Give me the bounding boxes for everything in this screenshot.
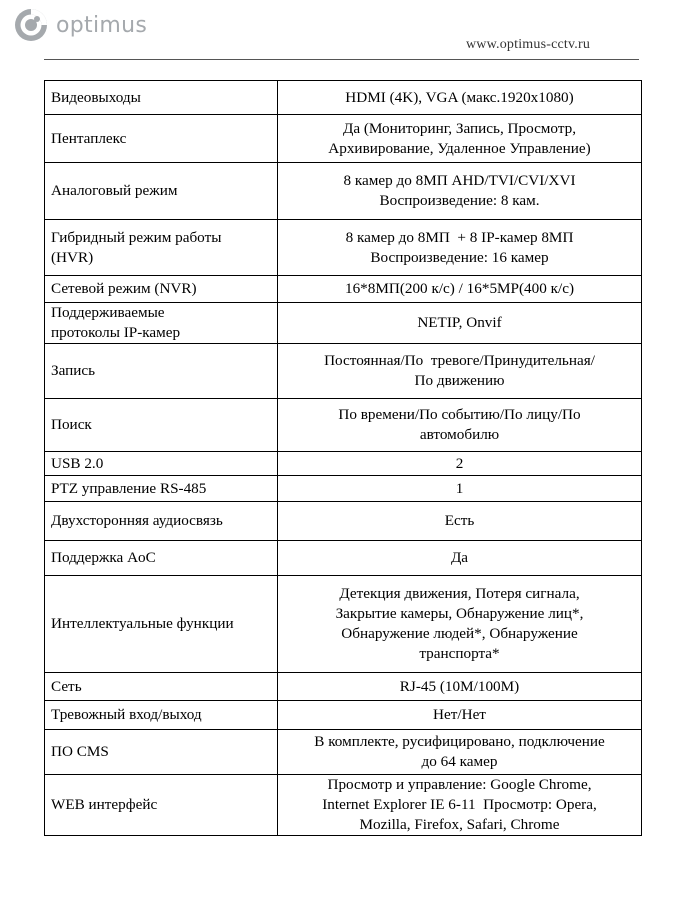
spec-row [45,541,642,576]
spec-label-line: Сетевой режим (NVR) [51,280,197,297]
spec-value-line: 2 [455,454,464,472]
spec-value [278,775,642,836]
spec-label-line: Двухсторонняя аудиосвязь [51,512,223,529]
spec-label [45,541,278,576]
spec-label-line: WEB интерфейс [51,796,158,813]
spec-value [278,730,642,775]
spec-value-line: Просмотр и управление: Google Chrome, [327,776,592,793]
spec-label [45,81,278,115]
spec-row [45,502,642,541]
spec-label-line: Поддержка AoC [51,549,156,566]
spec-value [278,576,642,673]
spec-label-line: Гибридный режим работы [51,228,222,246]
spec-value-line: транспорта* [419,645,500,662]
spec-label-line: PTZ управление RS-485 [51,479,207,497]
spec-value-line: Архивирование, Удаленное Управление) [328,139,591,157]
spec-value-line: В комплекте, русифицировано, подключение [314,733,605,750]
spec-value-line: Да (Мониторинг, Запись, Просмотр, [342,119,577,137]
spec-value-line: NETIP, Onvif [417,314,502,331]
optimus-logo-icon [14,8,48,42]
spec-value-line: 8 камер до 8МП + 8 IP-камер 8МП [345,228,574,246]
spec-row [45,576,642,673]
spec-row [45,163,642,220]
spec-label-line: Сеть [51,677,82,695]
spec-value [278,452,642,476]
spec-label-line: Интеллектуальные функции [51,615,234,632]
spec-row [45,276,642,303]
spec-label-line: Аналоговый режим [51,182,178,199]
spec-value [278,502,642,541]
spec-value-line: Обнаружение людей*, Обнаружение [341,625,578,642]
spec-value-line: 1 [455,479,464,497]
brand-name: optimus [56,12,148,38]
spec-value-line: Internet Explorer IE 6-11 Просмотр: Opera, [322,796,597,813]
spec-value [278,541,642,576]
spec-value [278,276,642,303]
spec-label [45,502,278,541]
spec-value-line: HDMI (4K), VGA (макс.1920x1080) [345,88,574,106]
spec-value-line: По времени/По событию/По лицу/По [338,406,581,423]
spec-label [45,115,278,163]
spec-value [278,344,642,399]
spec-label-line: протоколы IP-камер [51,324,181,341]
spec-value-line: По движению [414,372,505,389]
spec-label [45,775,278,836]
spec-row [45,775,642,836]
spec-value-line: Постоянная/По тревоге/Принудительная/ [324,352,595,369]
website-address: www.optimus-cctv.ru [466,37,591,52]
spec-value-line: автомобилю [419,426,500,443]
spec-table [44,80,642,836]
spec-label-line: Поиск [51,416,92,433]
spec-value-line: Есть [444,512,475,529]
spec-row [45,303,642,344]
spec-label-line: (HVR) [51,248,94,266]
spec-row [45,476,642,502]
spec-value [278,673,642,701]
spec-value [278,701,642,730]
spec-label-line: ПО CMS [51,743,109,760]
spec-value-line: 16*8МП(200 к/с) / 16*5МР(400 к/с) [344,280,575,297]
spec-row [45,115,642,163]
spec-label-line: Тревожный вход/выход [51,706,202,723]
spec-label [45,276,278,303]
spec-value-line: Детекция движения, Потеря сигнала, [339,585,580,602]
spec-label-line: Пентаплекс [51,129,127,147]
spec-value-line: Воспроизведение: 16 камер [370,248,549,266]
spec-value [278,115,642,163]
spec-label [45,730,278,775]
spec-value-line: до 64 камер [421,753,498,770]
spec-label [45,399,278,452]
spec-row [45,701,642,730]
spec-value-line: RJ-45 (10M/100M) [399,677,520,695]
spec-label [45,476,278,502]
spec-value-line: Воспроизведение: 8 кам. [379,192,540,209]
spec-label-line: USB 2.0 [51,454,104,472]
spec-value [278,399,642,452]
spec-value [278,220,642,276]
spec-value-line: Закрытие камеры, Обнаружение лиц*, [335,605,584,622]
header-divider [44,59,639,60]
spec-label-line: Видеовыходы [51,88,141,106]
spec-value [278,163,642,220]
spec-row [45,673,642,701]
spec-row [45,452,642,476]
spec-row [45,730,642,775]
spec-label-line: Запись [51,362,96,379]
spec-row [45,399,642,452]
spec-label [45,701,278,730]
spec-row [45,81,642,115]
spec-value-line: 8 камер до 8МП AHD/TVI/CVI/XVI [343,172,576,189]
spec-label [45,344,278,399]
spec-label [45,673,278,701]
spec-table-body [45,81,642,836]
spec-label [45,220,278,276]
spec-label [45,303,278,344]
spec-label [45,576,278,673]
spec-value [278,81,642,115]
spec-value [278,476,642,502]
spec-value [278,303,642,344]
spec-label [45,452,278,476]
spec-label-line: Поддерживаемые [51,304,165,321]
spec-value-line: Нет/Нет [433,706,486,723]
spec-value-line: Mozilla, Firefox, Safari, Chrome [359,816,560,833]
spec-label [45,163,278,220]
spec-row [45,220,642,276]
brand-logo [14,8,147,42]
spec-value-line: Да [450,549,469,566]
spec-row [45,344,642,399]
